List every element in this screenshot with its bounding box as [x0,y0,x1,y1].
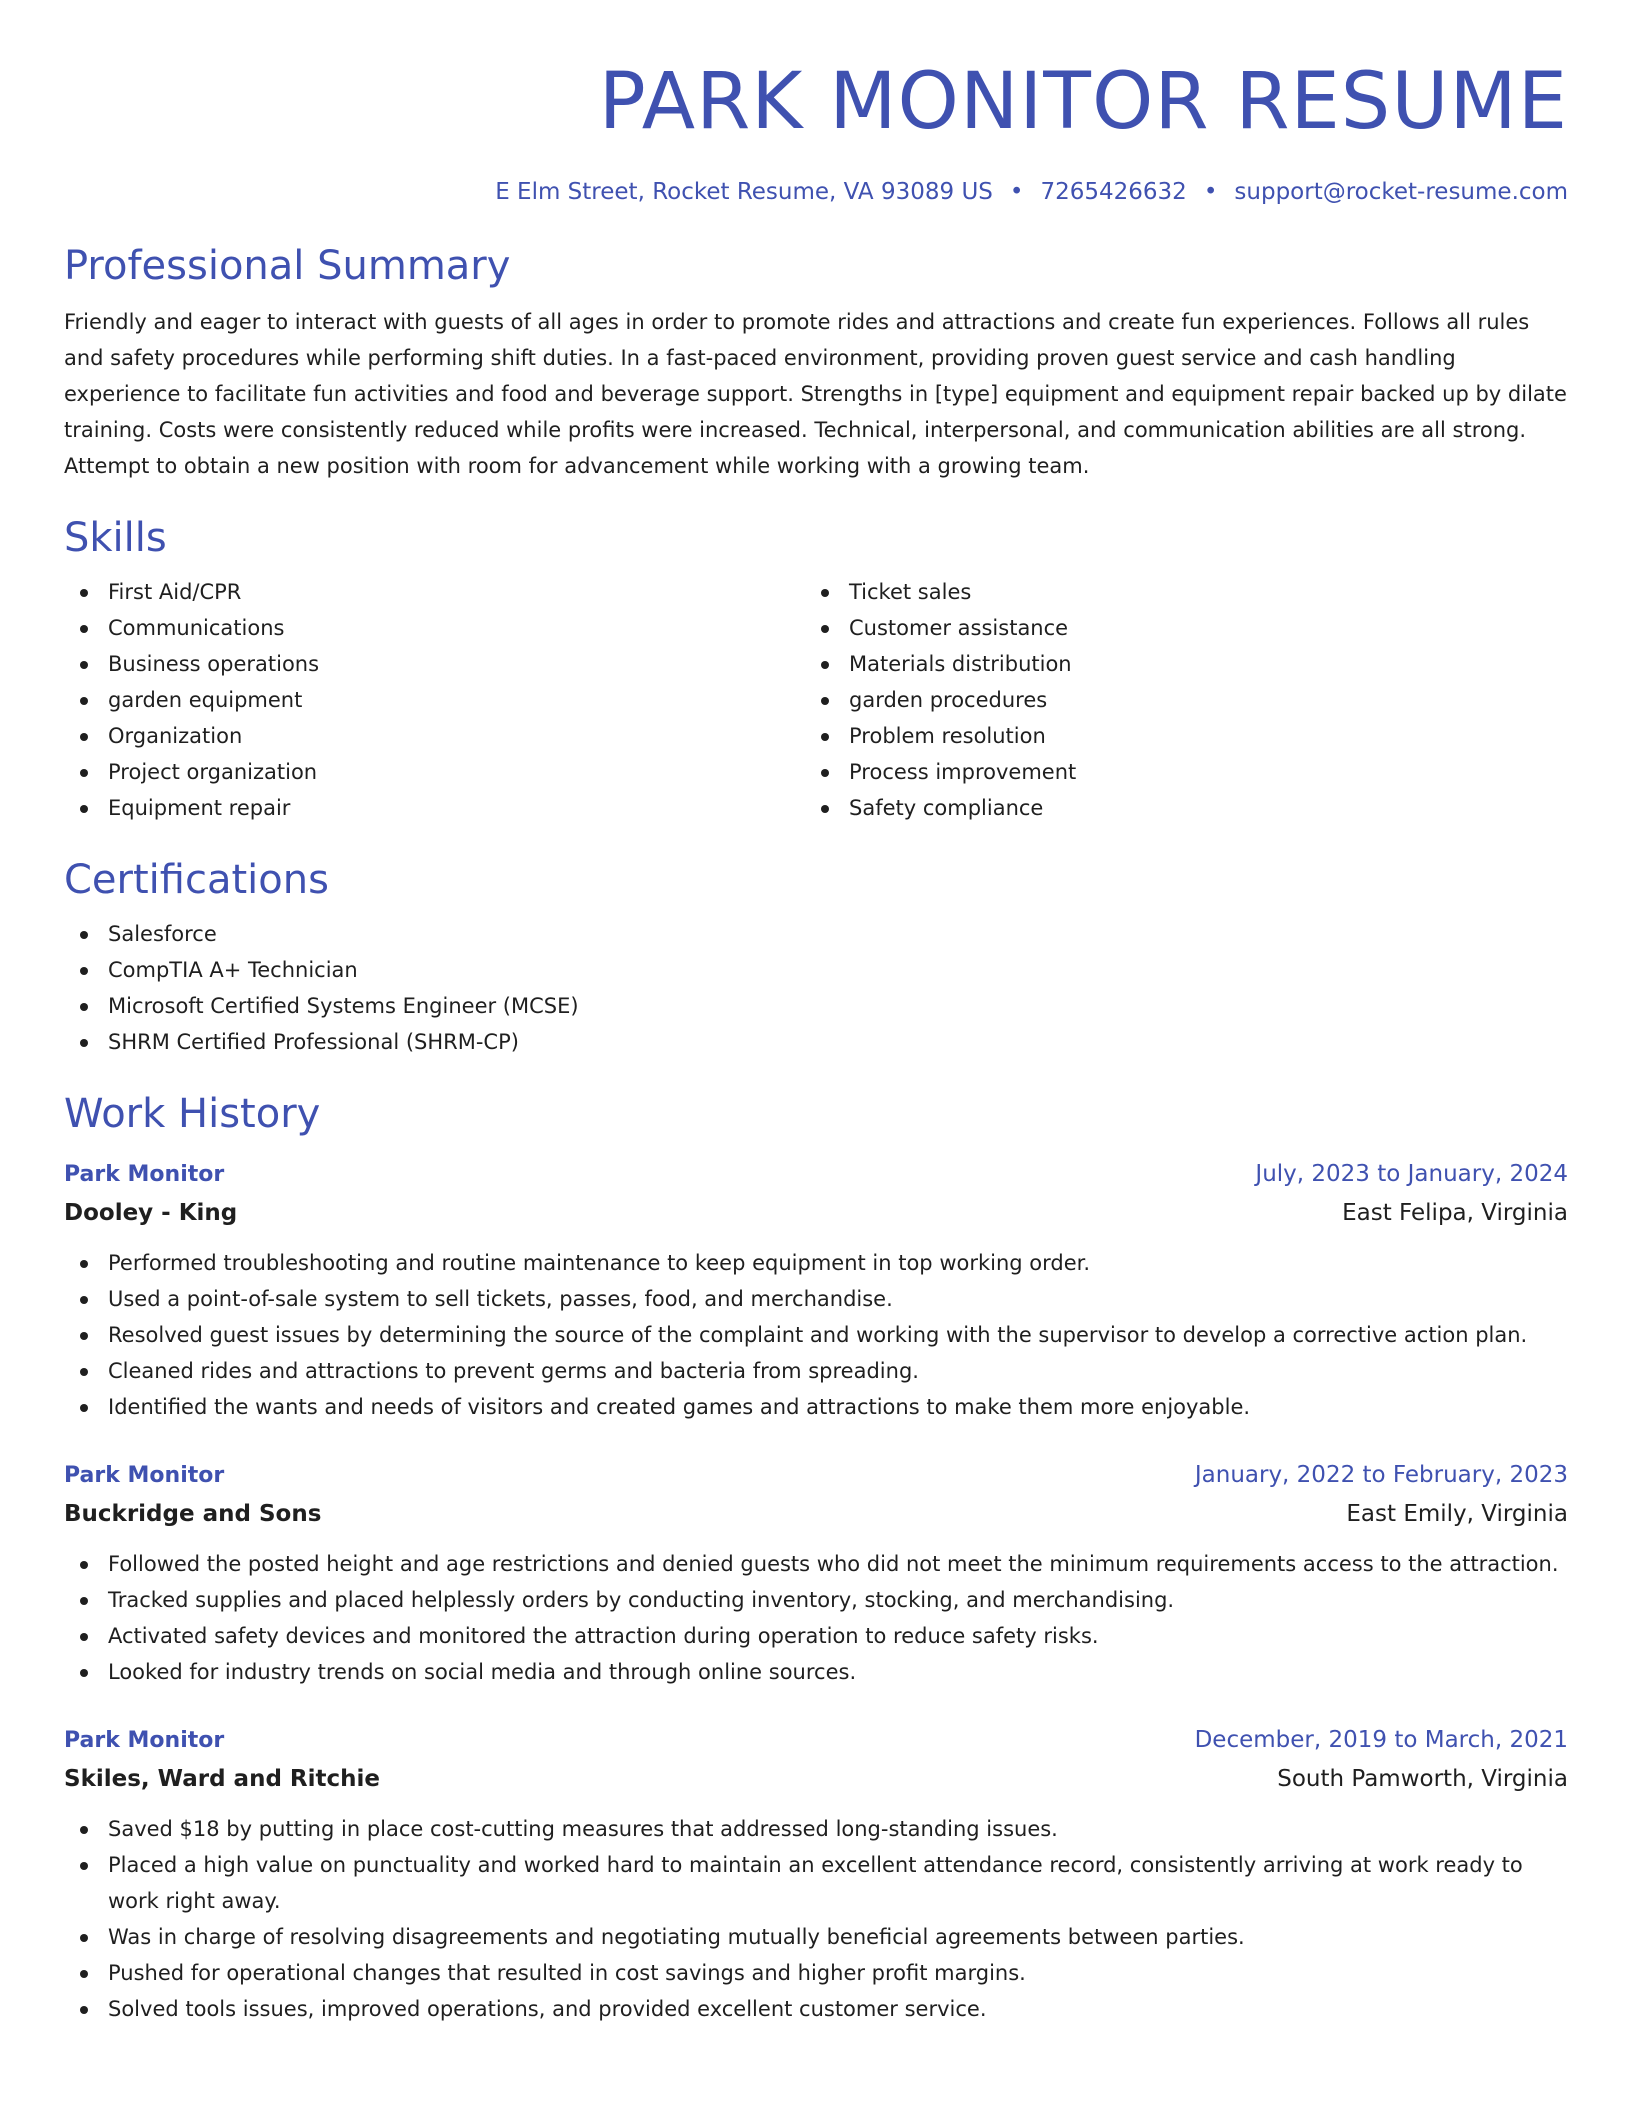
skill-item: Materials distribution [805,646,1546,682]
job-title: Park Monitor [64,1162,225,1187]
skills-list-left [64,574,805,826]
skill-item: Project organization [64,754,805,790]
duty-item: Resolved guest issues by determining the source of the complaint and working with the supervisor to develop a corrective action plan. [64,1317,1568,1353]
skill-item: Safety compliance [805,790,1546,826]
duty-item: Pushed for operational changes that resulted in cost savings and higher profit margins. [64,1955,1568,1991]
skill-item: Problem resolution [805,718,1546,754]
duty-item: Saved $18 by putting in place cost-cutting measures that addressed long-standing issues. [64,1811,1568,1847]
summary-text: Friendly and eager to interact with guests of all ages in order to promote rides and attractions and create fun experiences. Follows all rules and safety procedures while performing shift duties. In a fast-paced environment, providing proven guest service and cash handling experience to facilitate fun activities and food and beverage support. Strengths in [type] equipment and equipment repair backed up by dilate training. Costs were consistently reduced while profits were increased. Technical, interpersonal, and communication abilities are all strong. Attempt to obtain a new position with room for advancement while working with a growing team. [64,310,1567,478]
job-location: East Felipa, Virginia [1342,1200,1568,1226]
skill-item: Communications [64,610,805,646]
certifications-list [64,916,1568,1060]
job-location: South Pamworth, Virginia [1277,1766,1568,1792]
job-duties [64,1811,1568,2027]
skills-columns [64,574,1568,826]
job-location: East Emily, Virginia [1346,1501,1568,1527]
duty-item: Followed the posted height and age restrictions and denied guests who did not meet the minimum requirements access to the attraction. [64,1546,1568,1582]
contact-separator: • [1009,179,1024,205]
work-history-heading: Work History [64,1091,321,1137]
duty-item: Solved tools issues, improved operations, and provided excellent customer service. [64,1991,1568,2027]
duty-item: Cleaned rides and attractions to prevent germs and bacteria from spreading. [64,1353,1568,1389]
contact-phone: 7265426632 [1040,179,1187,205]
job-dates: December, 2019 to March, 2021 [1194,1727,1568,1753]
job-duties [64,1546,1568,1690]
skills-heading: Skills [64,515,167,561]
resume-title: PARK MONITOR RESUME [598,57,1568,147]
duty-item: Identified the wants and needs of visitors and created games and attractions to make them more enjoyable. [64,1389,1568,1425]
duty-item: Was in charge of resolving disagreements and negotiating mutually beneficial agreements between parties. [64,1919,1568,1955]
duty-item: Activated safety devices and monitored the attraction during operation to reduce safety risks. [64,1618,1568,1654]
duty-item: Tracked supplies and placed helplessly orders by conducting inventory, stocking, and merchandising. [64,1582,1568,1618]
job-title: Park Monitor [64,1728,225,1753]
duty-item: Used a point-of-sale system to sell tickets, passes, food, and merchandise. [64,1281,1568,1317]
skill-item: Organization [64,718,805,754]
summary-heading: Professional Summary [64,243,511,289]
job-dates: January, 2022 to February, 2023 [1194,1462,1568,1488]
job-company: Dooley - King [64,1200,238,1226]
skills-list-right [805,574,1546,826]
skill-item: Process improvement [805,754,1546,790]
contact-separator: • [1203,179,1218,205]
job-entry [64,1457,1568,1690]
skill-item: garden equipment [64,682,805,718]
skill-item: Customer assistance [805,610,1546,646]
skill-item: Business operations [64,646,805,682]
contact-line [64,176,1568,208]
skill-item: Equipment repair [64,790,805,826]
job-company: Buckridge and Sons [64,1501,322,1527]
duty-item: Looked for industry trends on social media and through online sources. [64,1654,1568,1690]
skill-item: Ticket sales [805,574,1546,610]
skill-item: garden procedures [805,682,1546,718]
contact-email: support@rocket-resume.com [1234,179,1568,205]
job-entry [64,1722,1568,2027]
job-entry [64,1156,1568,1425]
job-dates: July, 2023 to January, 2024 [1255,1161,1568,1187]
certification-item: Salesforce [64,916,1568,952]
certification-item: SHRM Certified Professional (SHRM-CP) [64,1024,1568,1060]
duty-item: Performed troubleshooting and routine maintenance to keep equipment in top working order. [64,1245,1568,1281]
job-company: Skiles, Ward and Ritchie [64,1766,380,1792]
skill-item: First Aid/CPR [64,574,805,610]
duty-item: Placed a high value on punctuality and worked hard to maintain an excellent attendance record, consistently arriving at work ready to work right away. [64,1847,1568,1919]
contact-address: E Elm Street, Rocket Resume, VA 93089 US [495,179,993,205]
job-duties [64,1245,1568,1425]
certification-item: Microsoft Certified Systems Engineer (MCSE) [64,988,1568,1024]
job-title: Park Monitor [64,1463,225,1488]
certification-item: CompTIA A+ Technician [64,952,1568,988]
certifications-heading: Certifications [64,857,329,903]
